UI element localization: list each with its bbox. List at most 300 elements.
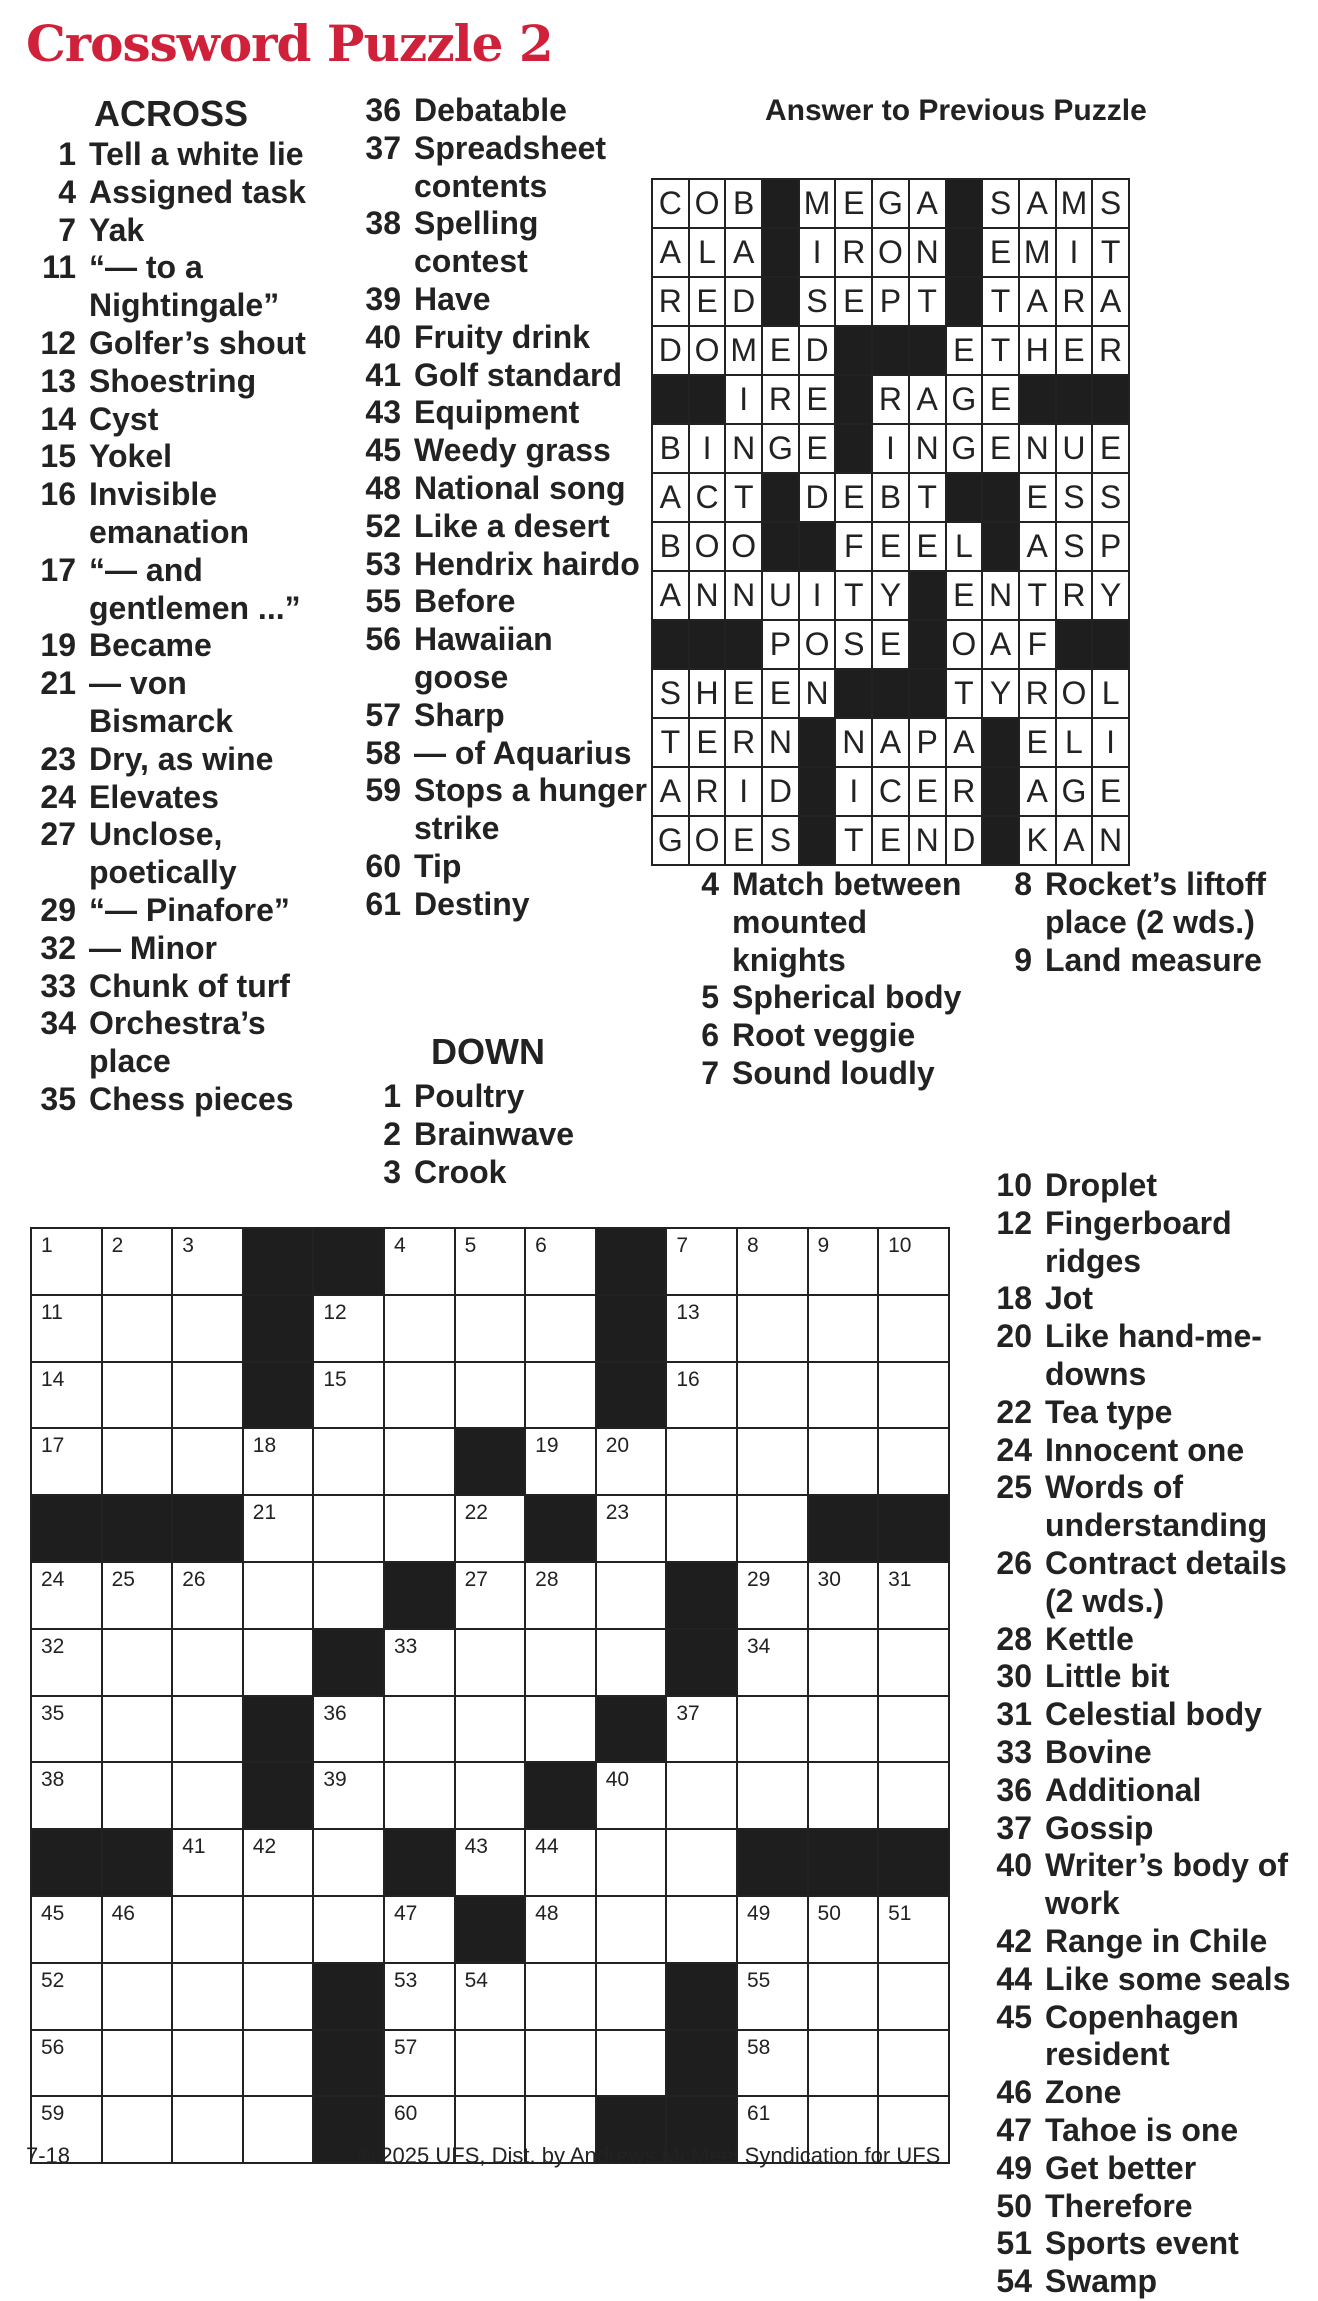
answer-cell: E (762, 326, 799, 375)
clue-text: Contract details (2 wds.) (1045, 1544, 1287, 1619)
grid-cell[interactable] (666, 1696, 737, 1763)
answer-cell: S (1092, 179, 1129, 228)
cell-number: 8 (746, 1234, 759, 1257)
cell-number: 52 (41, 1968, 65, 1992)
clue-number: 2 (383, 1115, 401, 1152)
grid-cell[interactable] (737, 1762, 808, 1829)
cell-number: 14 (41, 1367, 65, 1391)
grid-cell[interactable] (243, 1963, 314, 2030)
grid-cell[interactable] (596, 2030, 667, 2097)
grid-cell[interactable] (525, 1629, 596, 1696)
grid-cell[interactable] (102, 2030, 173, 2097)
answer-cell: Y (872, 571, 909, 620)
grid-cell[interactable] (384, 1295, 455, 1362)
clue-item (22, 627, 332, 665)
answer-cell: T (652, 718, 689, 767)
grid-cell[interactable] (31, 1963, 102, 2030)
grid-cell[interactable] (172, 2096, 243, 2163)
grid-cell[interactable] (525, 2030, 596, 2097)
clue-text: Land measure (1045, 941, 1262, 978)
grid-cell[interactable] (878, 1762, 949, 1829)
grid-cell[interactable] (737, 1495, 808, 1562)
grid-cell[interactable] (808, 1963, 879, 2030)
grid-cell[interactable] (525, 1829, 596, 1896)
grid-cell[interactable] (384, 1896, 455, 1963)
clue-item (22, 136, 332, 174)
clue-number: 4 (701, 866, 719, 902)
clue-number: 39 (365, 280, 401, 317)
grid-cell[interactable] (243, 2030, 314, 2097)
clue-item (22, 741, 332, 779)
black-square (1019, 375, 1056, 424)
grid-cell[interactable] (596, 1428, 667, 1495)
grid-cell[interactable] (455, 1963, 526, 2030)
grid-cell[interactable] (243, 1829, 314, 1896)
clue-text: Spelling contest (414, 205, 539, 280)
clue-text: Match between mounted knights (732, 866, 962, 978)
grid-cell[interactable] (525, 1295, 596, 1362)
grid-cell[interactable] (172, 1963, 243, 2030)
grid-cell[interactable] (455, 1696, 526, 1763)
clue-text: Assigned task (89, 173, 306, 210)
grid-cell[interactable] (808, 1428, 879, 1495)
grid-cell[interactable] (596, 1629, 667, 1696)
answer-cell: L (689, 228, 726, 277)
grid-cell[interactable] (596, 1829, 667, 1896)
black-square (31, 1829, 102, 1896)
clue-item (22, 401, 332, 439)
grid-cell[interactable] (878, 2030, 949, 2097)
cell-number: 27 (464, 1567, 488, 1591)
black-square (835, 326, 872, 375)
clue-number: 19 (40, 627, 76, 664)
grid-cell[interactable] (455, 1762, 526, 1829)
grid-cell[interactable] (808, 1562, 879, 1629)
grid-cell[interactable] (384, 1963, 455, 2030)
clue-text: Swamp (1045, 2263, 1158, 2300)
cell-number: 50 (817, 1901, 841, 1925)
clue-number: 42 (996, 1922, 1032, 1959)
clue-text: Tahoe is one (1045, 2111, 1239, 2148)
black-square (835, 669, 872, 718)
grid-cell[interactable] (384, 1228, 455, 1295)
black-square (982, 816, 1019, 865)
cell-number: 1 (41, 1234, 53, 1257)
answer-cell: E (835, 179, 872, 228)
cell-number: 13 (676, 1300, 700, 1324)
grid-cell[interactable] (808, 1228, 879, 1295)
clue-number: 6 (701, 1017, 719, 1054)
grid-cell[interactable] (596, 1762, 667, 1829)
clue-number: 21 (40, 665, 76, 702)
answer-cell: I (725, 767, 762, 816)
clue-item (347, 1154, 647, 1192)
grid-cell[interactable] (525, 1428, 596, 1495)
grid-cell[interactable] (172, 1362, 243, 1429)
clue-item (980, 2263, 1310, 2301)
grid-cell[interactable] (31, 1762, 102, 1829)
across-clues-column-1 (22, 92, 332, 1119)
clue-number: 45 (365, 432, 401, 469)
grid-cell[interactable] (172, 1295, 243, 1362)
answer-cell: O (946, 620, 983, 669)
answer-cell: N (689, 571, 726, 620)
clue-text: Like a desert (414, 507, 610, 544)
black-square (1092, 375, 1129, 424)
answer-cell: P (1092, 522, 1129, 571)
grid-cell[interactable] (455, 2030, 526, 2097)
clue-text: Copenhagen resident (1045, 1998, 1239, 2073)
black-square (799, 816, 836, 865)
grid-cell[interactable] (102, 1295, 173, 1362)
grid-cell[interactable] (666, 1829, 737, 1896)
answer-cell: N (725, 571, 762, 620)
grid-cell[interactable] (525, 1696, 596, 1763)
answer-cell: M (799, 179, 836, 228)
grid-cell[interactable] (172, 1896, 243, 1963)
cell-number: 7 (676, 1234, 689, 1257)
grid-cell[interactable] (525, 1228, 596, 1295)
grid-cell[interactable] (596, 1495, 667, 1562)
grid-cell[interactable] (455, 1228, 526, 1295)
answer-cell: D (799, 473, 836, 522)
grid-cell[interactable] (808, 1696, 879, 1763)
clue-item (22, 212, 332, 250)
grid-cell[interactable] (808, 1362, 879, 1429)
clue-number: 28 (996, 1620, 1032, 1657)
black-square (689, 620, 726, 669)
grid-cell[interactable] (313, 1495, 384, 1562)
previous-answer-grid (651, 178, 1130, 866)
grid-cell[interactable] (525, 1562, 596, 1629)
grid-cell[interactable] (31, 1896, 102, 1963)
grid-cell[interactable] (31, 1362, 102, 1429)
grid-cell[interactable] (455, 1362, 526, 1429)
grid-cell[interactable] (525, 1362, 596, 1429)
down-heading: DOWN (431, 1031, 545, 1072)
grid-cell[interactable] (31, 1629, 102, 1696)
clue-item (980, 1810, 1310, 1848)
clue-item (980, 1734, 1310, 1772)
grid-cell[interactable] (313, 1428, 384, 1495)
black-square (596, 1295, 667, 1362)
grid-cell[interactable] (596, 1963, 667, 2030)
grid-cell[interactable] (455, 1629, 526, 1696)
grid-cell[interactable] (737, 1696, 808, 1763)
grid-cell[interactable] (808, 1762, 879, 1829)
grid-cell[interactable] (808, 1629, 879, 1696)
grid-cell[interactable] (737, 1629, 808, 1696)
grid-cell[interactable] (172, 1562, 243, 1629)
clue-item (980, 2188, 1310, 2226)
answer-cell: H (1019, 326, 1056, 375)
grid-cell[interactable] (808, 1896, 879, 1963)
grid-cell[interactable] (102, 1562, 173, 1629)
clue-item (980, 2074, 1310, 2112)
clue-item (980, 866, 1310, 942)
cell-number: 4 (393, 1234, 406, 1257)
answer-cell: T (725, 473, 762, 522)
black-square (878, 1829, 949, 1896)
grid-cell[interactable] (878, 1228, 949, 1295)
grid-cell[interactable] (313, 1362, 384, 1429)
grid-cell[interactable] (525, 1963, 596, 2030)
cell-number: 15 (323, 1367, 347, 1391)
grid-cell[interactable] (596, 1562, 667, 1629)
grid-cell[interactable] (384, 2030, 455, 2097)
black-square (596, 1362, 667, 1429)
clue-number: 56 (365, 621, 401, 658)
answer-cell: G (762, 424, 799, 473)
clue-number: 35 (40, 1080, 76, 1117)
black-square (525, 1762, 596, 1829)
grid-cell[interactable] (243, 1562, 314, 1629)
clue-item (980, 1469, 1310, 1545)
black-square (982, 767, 1019, 816)
grid-cell[interactable] (102, 1696, 173, 1763)
grid-cell[interactable] (102, 1428, 173, 1495)
black-square (982, 522, 1019, 571)
grid-cell[interactable] (737, 1428, 808, 1495)
grid-cell[interactable] (243, 1428, 314, 1495)
answer-cell: R (652, 277, 689, 326)
grid-cell[interactable] (243, 1896, 314, 1963)
answer-cell: N (835, 718, 872, 767)
grid-cell[interactable] (384, 1696, 455, 1763)
clue-item (22, 779, 332, 817)
black-square (689, 375, 726, 424)
answer-cell: R (689, 767, 726, 816)
grid-cell[interactable] (666, 1495, 737, 1562)
grid-cell[interactable] (172, 1228, 243, 1295)
grid-cell[interactable] (878, 1362, 949, 1429)
answer-cell: F (1019, 620, 1056, 669)
answer-cell: E (1056, 326, 1093, 375)
grid-cell[interactable] (737, 1228, 808, 1295)
grid-cell[interactable] (525, 1896, 596, 1963)
clue-text: Crook (414, 1153, 507, 1190)
grid-cell[interactable] (666, 1228, 737, 1295)
clue-text: Tip (414, 847, 462, 884)
answer-cell: R (1056, 571, 1093, 620)
grid-cell[interactable] (666, 1896, 737, 1963)
grid-cell[interactable] (455, 1495, 526, 1562)
grid-cell[interactable] (172, 1762, 243, 1829)
grid-cell[interactable] (737, 1896, 808, 1963)
answer-cell: N (1092, 816, 1129, 865)
grid-cell[interactable] (666, 1762, 737, 1829)
grid-cell[interactable] (878, 1295, 949, 1362)
grid-cell[interactable] (384, 1762, 455, 1829)
black-square (909, 620, 946, 669)
grid-cell[interactable] (384, 1428, 455, 1495)
clue-number: 11 (42, 249, 76, 286)
clue-item (347, 357, 647, 395)
grid-cell[interactable] (102, 1762, 173, 1829)
black-square (1092, 620, 1129, 669)
answer-cell: A (652, 571, 689, 620)
grid-cell[interactable] (737, 1362, 808, 1429)
clue-number: 36 (996, 1771, 1032, 1808)
clue-text: “— and gentlemen ...” (89, 551, 301, 626)
grid-cell[interactable] (737, 1295, 808, 1362)
clue-text: Stops a hunger strike (414, 772, 647, 847)
cell-number: 33 (393, 1634, 418, 1658)
clue-item (22, 174, 332, 212)
grid-cell[interactable] (243, 1629, 314, 1696)
black-square (313, 1963, 384, 2030)
answer-cell: N (799, 669, 836, 718)
grid-cell[interactable] (172, 1696, 243, 1763)
black-square (243, 1295, 314, 1362)
grid-cell[interactable] (102, 2096, 173, 2163)
clue-item (22, 1005, 332, 1081)
grid-cell[interactable] (384, 1629, 455, 1696)
clue-number: 38 (365, 205, 401, 242)
answer-cell: A (1019, 522, 1056, 571)
grid-cell[interactable] (172, 1428, 243, 1495)
clue-item (347, 583, 647, 621)
grid-cell[interactable] (102, 1629, 173, 1696)
clue-number: 57 (365, 696, 401, 733)
answer-cell: E (835, 277, 872, 326)
grid-cell[interactable] (666, 1362, 737, 1429)
clue-number: 10 (996, 1167, 1032, 1203)
grid-cell[interactable] (243, 1495, 314, 1562)
clue-text: Spherical body (732, 979, 962, 1016)
clue-item (980, 1696, 1310, 1734)
clue-text: — von Bismarck (89, 665, 234, 739)
grid-cell[interactable] (172, 1829, 243, 1896)
black-square (1056, 620, 1093, 669)
cell-number: 39 (323, 1768, 347, 1792)
grid-cell[interactable] (878, 1896, 949, 1963)
clue-number: 36 (365, 92, 401, 128)
grid-cell[interactable] (878, 1696, 949, 1763)
clue-item (22, 892, 332, 930)
grid-cell[interactable] (102, 1228, 173, 1295)
clue-number: 58 (365, 734, 401, 771)
grid-cell[interactable] (455, 1829, 526, 1896)
grid-cell[interactable] (878, 1428, 949, 1495)
grid-cell[interactable] (243, 2096, 314, 2163)
grid-cell[interactable] (102, 1963, 173, 2030)
answer-cell: A (946, 718, 983, 767)
grid-cell[interactable] (172, 1629, 243, 1696)
black-square (384, 1829, 455, 1896)
grid-cell[interactable] (666, 1295, 737, 1362)
grid-cell[interactable] (102, 1362, 173, 1429)
grid-cell[interactable] (31, 1562, 102, 1629)
clue-item (347, 1078, 647, 1116)
grid-cell[interactable] (31, 1696, 102, 1763)
clue-number: 29 (40, 891, 76, 928)
answer-cell: A (652, 767, 689, 816)
clue-item (980, 1167, 1310, 1205)
grid-cell[interactable] (313, 1896, 384, 1963)
grid-cell[interactable] (878, 1629, 949, 1696)
grid-cell[interactable] (878, 1963, 949, 2030)
grid-cell[interactable] (31, 1228, 102, 1295)
grid-cell[interactable] (31, 1428, 102, 1495)
grid-cell[interactable] (666, 1428, 737, 1495)
grid-cell[interactable] (808, 1295, 879, 1362)
answer-cell: N (909, 228, 946, 277)
clue-number: 60 (365, 847, 401, 884)
grid-cell[interactable] (313, 1762, 384, 1829)
answer-cell: R (835, 228, 872, 277)
grid-cell[interactable] (737, 1963, 808, 2030)
black-square (909, 669, 946, 718)
grid-cell[interactable] (737, 1562, 808, 1629)
cell-number: 44 (535, 1835, 559, 1859)
answer-cell: E (982, 424, 1019, 473)
black-square (596, 1696, 667, 1763)
answer-cell: N (909, 816, 946, 865)
black-square (243, 1696, 314, 1763)
cell-number: 58 (746, 2035, 771, 2059)
clue-item (347, 508, 647, 546)
grid-cell[interactable] (102, 1896, 173, 1963)
clue-item (347, 697, 647, 735)
cell-number: 31 (888, 1567, 912, 1591)
cell-number: 36 (323, 1701, 347, 1725)
grid-cell[interactable] (313, 1696, 384, 1763)
answer-cell: P (872, 277, 909, 326)
grid-cell[interactable] (384, 1362, 455, 1429)
clue-item (22, 438, 332, 476)
answer-cell: B (652, 522, 689, 571)
clue-item (667, 1017, 967, 1055)
clue-text: — Minor (89, 929, 217, 966)
grid-cell[interactable] (455, 1295, 526, 1362)
clue-item (347, 470, 647, 508)
grid-cell[interactable] (313, 1829, 384, 1896)
answer-cell: A (652, 228, 689, 277)
clue-item (980, 942, 1310, 980)
grid-cell[interactable] (596, 1896, 667, 1963)
grid-cell[interactable] (808, 2030, 879, 2097)
grid-cell[interactable] (737, 2030, 808, 2097)
cell-number: 25 (111, 1567, 135, 1591)
clue-item (347, 432, 647, 470)
clue-item (980, 1923, 1310, 1961)
grid-cell[interactable] (313, 1295, 384, 1362)
clue-item (22, 1081, 332, 1119)
answer-cell: L (946, 522, 983, 571)
grid-cell[interactable] (313, 1562, 384, 1629)
cell-number: 28 (535, 1567, 559, 1591)
clue-number: 7 (701, 1054, 719, 1091)
clue-item (980, 1658, 1310, 1696)
cell-number: 21 (252, 1501, 277, 1525)
answer-cell: S (1056, 522, 1093, 571)
grid-cell[interactable] (31, 1295, 102, 1362)
grid-cell[interactable] (31, 2030, 102, 2097)
grid-cell[interactable] (878, 1562, 949, 1629)
grid-cell[interactable] (172, 2030, 243, 2097)
clue-item (980, 1999, 1310, 2075)
clue-number: 7 (58, 211, 76, 248)
clue-number: 3 (383, 1153, 401, 1190)
clue-text: “— Pinafore” (89, 891, 290, 928)
grid-cell[interactable] (384, 1495, 455, 1562)
grid-cell[interactable] (455, 1562, 526, 1629)
clue-item (980, 2112, 1310, 2150)
answer-cell: O (689, 179, 726, 228)
clue-text: Like hand-me-downs (1045, 1318, 1262, 1392)
clue-number: 49 (996, 2149, 1032, 2186)
